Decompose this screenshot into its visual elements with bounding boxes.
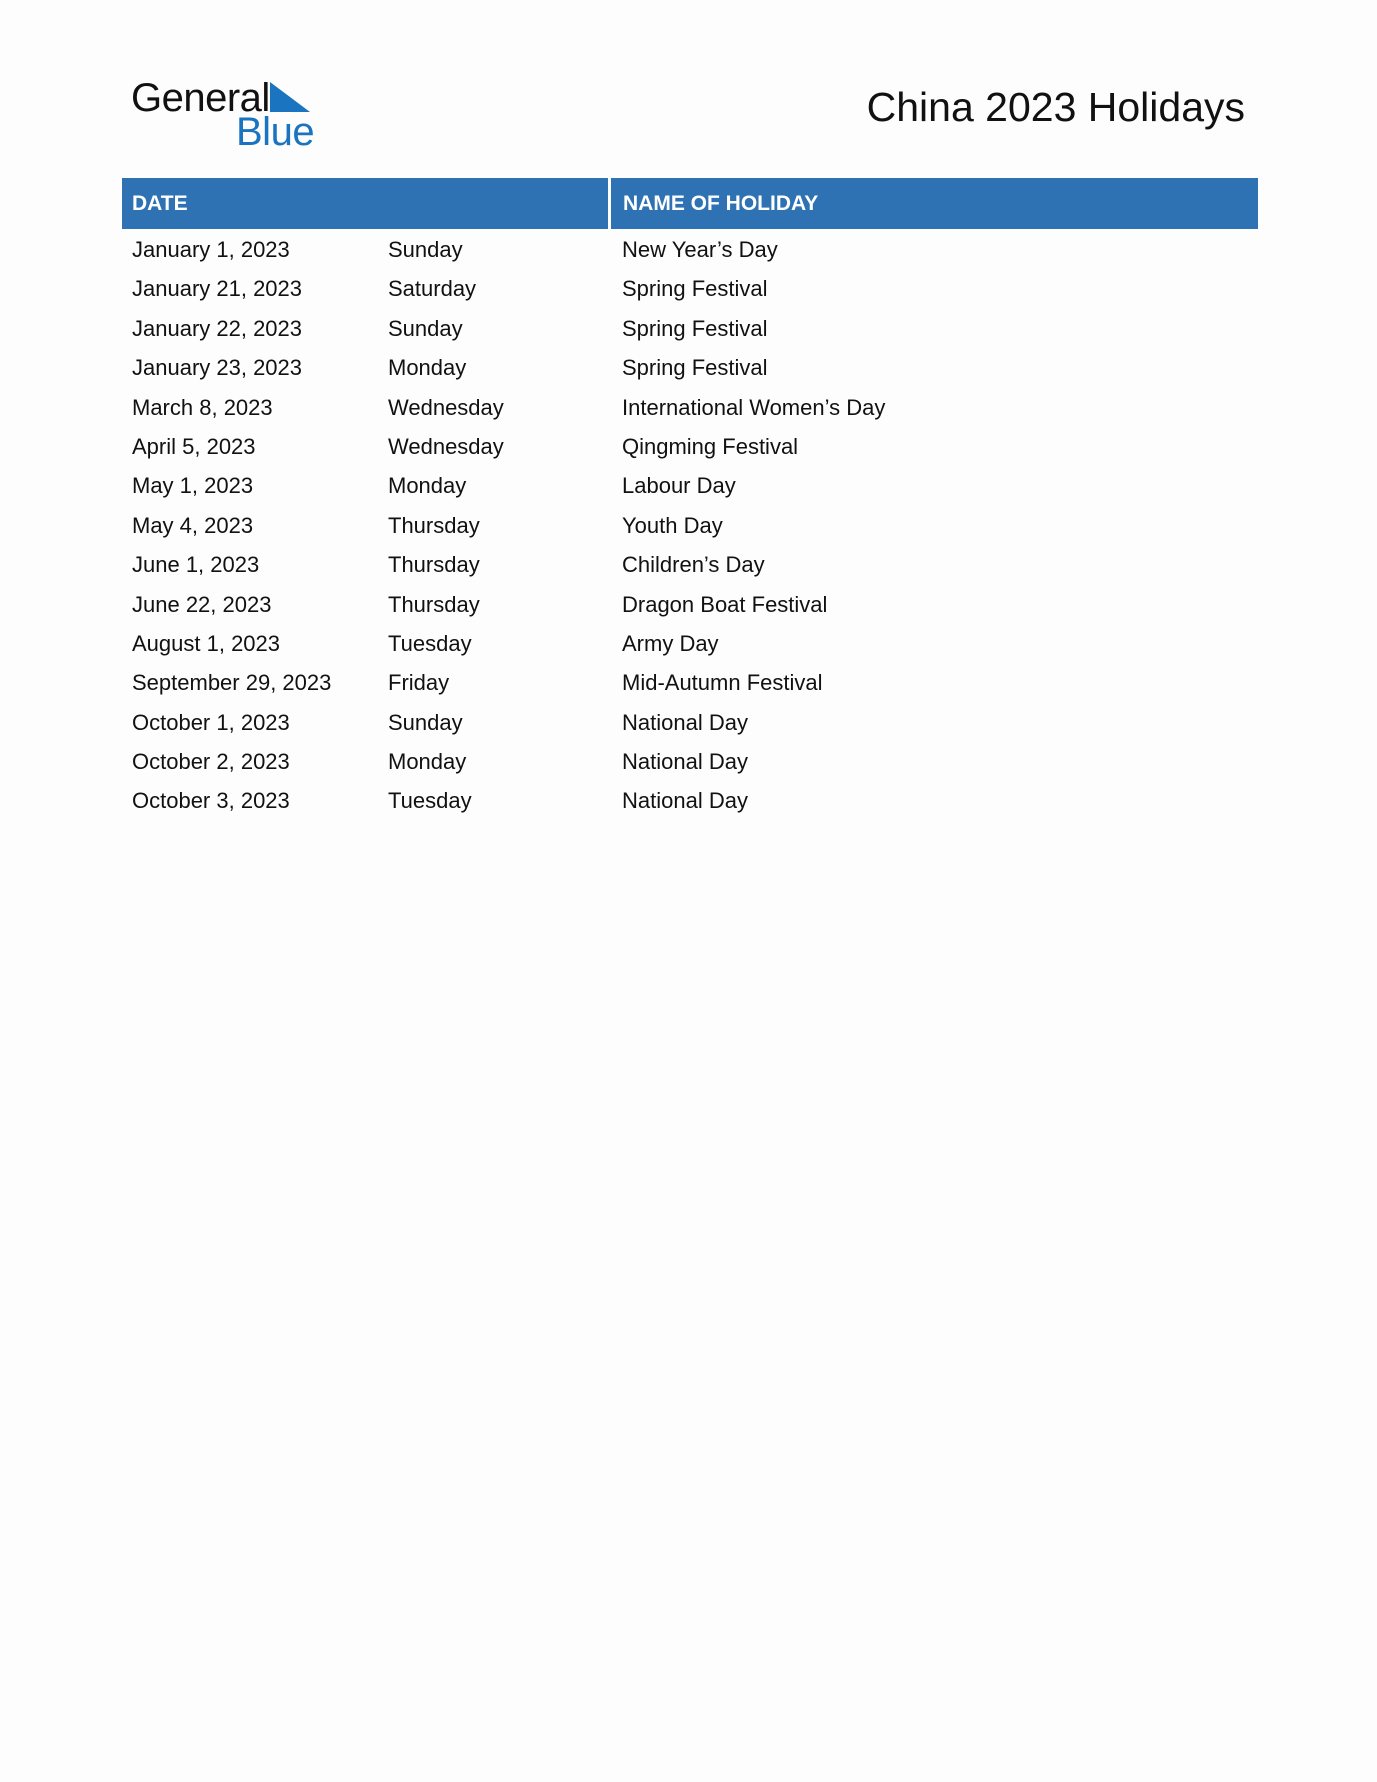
holiday-name: Mid-Autumn Festival [622,670,823,696]
holiday-name: Spring Festival [622,355,768,381]
holiday-name: National Day [622,788,748,814]
table-row [122,624,1258,663]
table-row [122,781,1258,820]
holiday-name: Spring Festival [622,276,768,302]
holiday-name: Spring Festival [622,315,768,341]
holiday-weekday: Wednesday [388,394,504,420]
holiday-name: Labour Day [622,473,736,499]
holiday-weekday: Thursday [388,512,480,538]
holiday-name: National Day [622,749,748,775]
table-row [122,585,1258,624]
holiday-date: January 1, 2023 [132,237,290,262]
logo-triangle-icon [270,82,310,112]
table-row [122,230,1258,269]
table-row [122,663,1258,702]
holiday-name: Dragon Boat Festival [622,591,828,617]
holiday-weekday: Wednesday [388,433,504,459]
column-header-holiday-name: NAME OF HOLIDAY [611,178,1258,229]
table-row [122,427,1258,466]
holiday-date: October 2, 2023 [132,749,290,775]
holiday-name: New Year’s Day [622,237,778,262]
holiday-date: January 21, 2023 [132,276,303,302]
logo-text-blue: Blue [236,110,315,154]
holiday-weekday: Thursday [388,591,480,617]
holiday-name: Youth Day [622,512,723,538]
holiday-date: May 1, 2023 [132,473,254,499]
table-row [122,703,1258,742]
holiday-weekday: Sunday [388,315,463,341]
holiday-date: October 3, 2023 [132,788,290,814]
holiday-date: October 1, 2023 [132,709,290,735]
holiday-date: August 1, 2023 [132,630,281,656]
holiday-weekday: Sunday [388,237,463,262]
holiday-weekday: Tuesday [388,630,472,656]
table-row [122,309,1258,348]
table-header [122,178,1258,229]
holiday-date: January 22, 2023 [132,315,303,341]
holiday-weekday: Tuesday [388,788,472,814]
holiday-weekday: Sunday [388,709,463,735]
table-row [122,269,1258,308]
page-title: China 2023 Holidays [866,84,1245,130]
table-row [122,348,1258,387]
holiday-weekday: Monday [388,473,467,499]
holiday-weekday: Thursday [388,552,480,578]
table-row [122,545,1258,584]
holiday-date: May 4, 2023 [132,512,254,538]
holiday-table-body [122,230,1258,821]
holiday-date: March 8, 2023 [132,394,273,420]
holiday-date: January 23, 2023 [132,355,303,381]
holiday-name: Children’s Day [622,552,765,578]
table-row [122,742,1258,781]
holiday-name: Army Day [622,630,719,656]
holiday-weekday: Friday [388,670,450,696]
holiday-date: April 5, 2023 [132,433,256,459]
holiday-date: September 29, 2023 [132,670,332,696]
holiday-date: June 22, 2023 [132,591,272,617]
table-row [122,466,1258,505]
column-header-date: DATE [122,178,608,229]
holiday-weekday: Saturday [388,276,477,302]
logo-text-general: General [131,76,270,120]
table-row [122,388,1258,427]
holiday-name: International Women’s Day [622,394,886,420]
holiday-name: Qingming Festival [622,433,799,459]
table-row [122,506,1258,545]
generalblue-logo [131,74,321,154]
holiday-weekday: Monday [388,355,467,381]
holiday-name: National Day [622,709,748,735]
holiday-date: June 1, 2023 [132,552,260,578]
holiday-weekday: Monday [388,749,467,775]
